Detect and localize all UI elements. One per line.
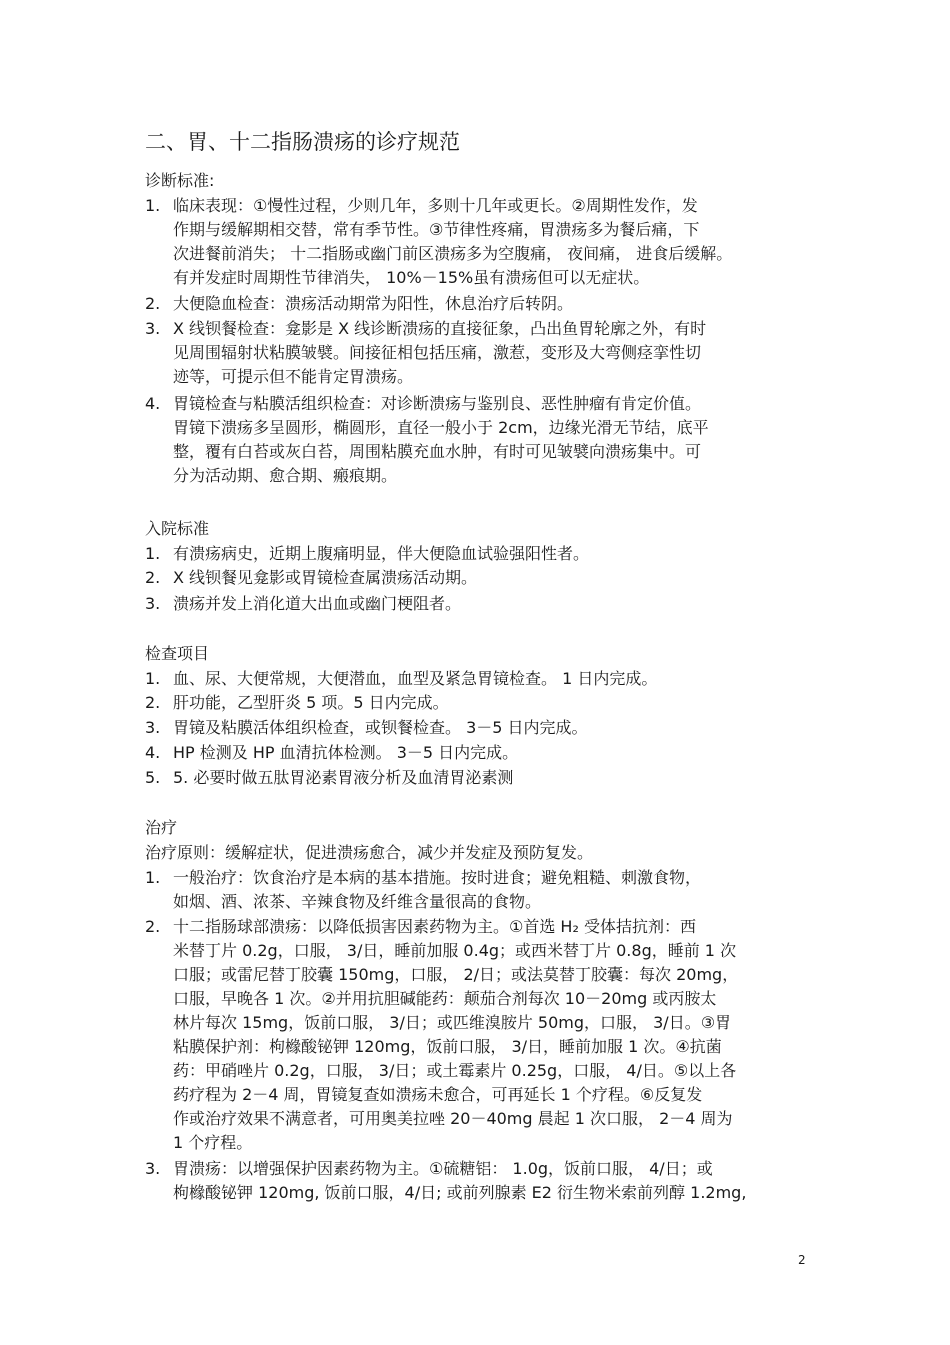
diagnosis-item-line: 有并发症时周期性节律消失， 10%－15%虽有溃疡但可以无症状。 — [173, 268, 650, 287]
diagnosis-item-number: 4. — [145, 394, 161, 413]
admission-item-number: 2. — [145, 568, 161, 587]
diagnosis-item-line: 大便隐血检查：溃疡活动期常为阳性，休息治疗后转阴。 — [173, 294, 574, 313]
diagnosis-item-line: 次进餐前消失； 十二指肠或幽门前区溃疡多为空腹痛， 夜间痛， 进食后缓解。 — [173, 244, 733, 263]
diagnosis-heading: 诊断标准: — [145, 171, 215, 190]
treatment-item-line: 十二指肠球部溃疡：以降低损害因素药物为主。①首选 H₂ 受体拮抗剂：西 — [173, 917, 696, 936]
treatment-item-line: 口服，早晚各 1 次。②并用抗胆碱能药：颠茄合剂每次 10－20mg 或丙胺太 — [173, 989, 717, 1008]
treatment-item-number: 3. — [145, 1159, 161, 1178]
admission-heading: 入院标准 — [145, 519, 210, 538]
exam-item-number: 4. — [145, 743, 161, 762]
diagnosis-item-line: 胃镜检查与粘膜活组织检查：对诊断溃疡与鉴别良、恶性肿瘤有肯定价值。 — [173, 394, 702, 413]
diagnosis-item-line: X 线钡餐检查：龛影是 X 线诊断溃疡的直接征象，凸出鱼胃轮廓之外，有时 — [173, 319, 707, 338]
treatment-item-line: 林片每次 15mg，饭前口服， 3/日；或匹维溴胺片 50mg，口服， 3/日。③胃 — [173, 1013, 732, 1032]
exam-item-text: 胃镜及粘膜活体组织检查，或钡餐检查。 3－5 日内完成。 — [173, 718, 588, 737]
diagnosis-item-line: 整，覆有白苔或灰白苔，周围粘膜充血水肿，有时可见皱襞向溃疡集中。可 — [173, 442, 702, 461]
diagnosis-item-number: 2. — [145, 294, 161, 313]
treatment-item-line: 药：甲硝唑片 0.2g，口服， 3/日；或土霉素片 0.25g，口服， 4/日。⑤以上各 — [173, 1061, 737, 1080]
treatment-item-line: 一般治疗：饮食治疗是本病的基本措施。按时进食；避免粗糙、刺激食物， — [173, 868, 702, 887]
exam-item-number: 5. — [145, 768, 161, 787]
treatment-item-line: 1 个疗程。 — [173, 1133, 253, 1152]
exam-item-text: HP 检测及 HP 血清抗体检测。 3－5 日内完成。 — [173, 743, 519, 762]
treatment-item-line: 粘膜保护剂：枸橼酸铋钾 120mg，饭前口服， 3/日，睡前加服 1 次。④抗菌 — [173, 1037, 722, 1056]
diagnosis-item-line: 临床表现：①慢性过程，少则几年，多则十几年或更长。②周期性发作，发 — [173, 196, 698, 215]
treatment-item-line: 如烟、酒、浓茶、辛辣食物及纤维含量很高的食物。 — [173, 892, 542, 911]
treatment-item-number: 2. — [145, 917, 161, 936]
exam-item-number: 3. — [145, 718, 161, 737]
page-title: 二、胃、十二指肠溃疡的诊疗规范 — [145, 130, 460, 154]
exam-item-text: 肝功能，乙型肝炎 5 项。5 日内完成。 — [173, 693, 449, 712]
treatment-item-line: 药疗程为 2－4 周，胃镜复查如溃疡未愈合，可再延长 1 个疗程。⑥反复发 — [173, 1085, 703, 1104]
diagnosis-item-line: 作期与缓解期相交替，常有季节性。③节律性疼痛，胃溃疡多为餐后痛，下 — [173, 220, 700, 239]
treatment-item-line: 米替丁片 0.2g，口服， 3/日，睡前加服 0.4g；或西米替丁片 0.8g，睡前 1 次 — [173, 941, 737, 960]
admission-item-number: 1. — [145, 544, 161, 563]
diagnosis-item-line: 迹等，可提示但不能肯定胃溃疡。 — [173, 367, 414, 386]
treatment-item-number: 1. — [145, 868, 161, 887]
diagnosis-item-line: 见周围辐射状粘膜皱襞。间接征相包括压痛，激惹，变形及大弯侧痉挛性切 — [173, 343, 702, 362]
treatment-item-line: 枸橼酸铋钾 120mg, 饭前口服，4/日; 或前列腺素 E2 衍生物米索前列醇 1.2mg, — [173, 1183, 747, 1202]
diagnosis-item-number: 3. — [145, 319, 161, 338]
exam-item-text: 5. 必要时做五肽胃泌素胃液分析及血清胃泌素测 — [173, 768, 514, 787]
admission-item-text: 溃疡并发上消化道大出血或幽门梗阻者。 — [173, 594, 462, 613]
diagnosis-item-line: 分为活动期、愈合期、瘢痕期。 — [173, 466, 398, 485]
diagnosis-item-number: 1. — [145, 196, 161, 215]
treatment-principle: 治疗原则：缓解症状，促进溃疡愈合，减少并发症及预防复发。 — [145, 843, 594, 862]
treatment-heading: 治疗 — [145, 818, 178, 837]
exam-item-number: 1. — [145, 669, 161, 688]
diagnosis-item-line: 胃镜下溃疡多呈圆形，椭圆形，直径一般小于 2cm，边缘光滑无节结，底平 — [173, 418, 709, 437]
exam-item-number: 2. — [145, 693, 161, 712]
treatment-item-line: 胃溃疡：以增强保护因素药物为主。①硫糖铝： 1.0g，饭前口服， 4/日；或 — [173, 1159, 713, 1178]
exams-heading: 检查项目 — [145, 644, 210, 663]
admission-item-text: 有溃疡病史，近期上腹痛明显，伴大便隐血试验强阳性者。 — [173, 544, 590, 563]
treatment-item-line: 作或治疗效果不满意者，可用奥美拉唑 20－40mg 晨起 1 次口服， 2－4 周为 — [173, 1109, 733, 1128]
admission-item-text: X 线钡餐见龛影或胃镜检查属溃疡活动期。 — [173, 568, 478, 587]
page-number: 2 — [798, 1253, 806, 1267]
exam-item-text: 血、尿、大便常规，大便潜血，血型及紧急胃镜检查。 1 日内完成。 — [173, 669, 658, 688]
treatment-item-line: 口服；或雷尼替丁胶囊 150mg，口服， 2/日；或法莫替丁胶囊：每次 20mg， — [173, 965, 739, 984]
admission-item-number: 3. — [145, 594, 161, 613]
